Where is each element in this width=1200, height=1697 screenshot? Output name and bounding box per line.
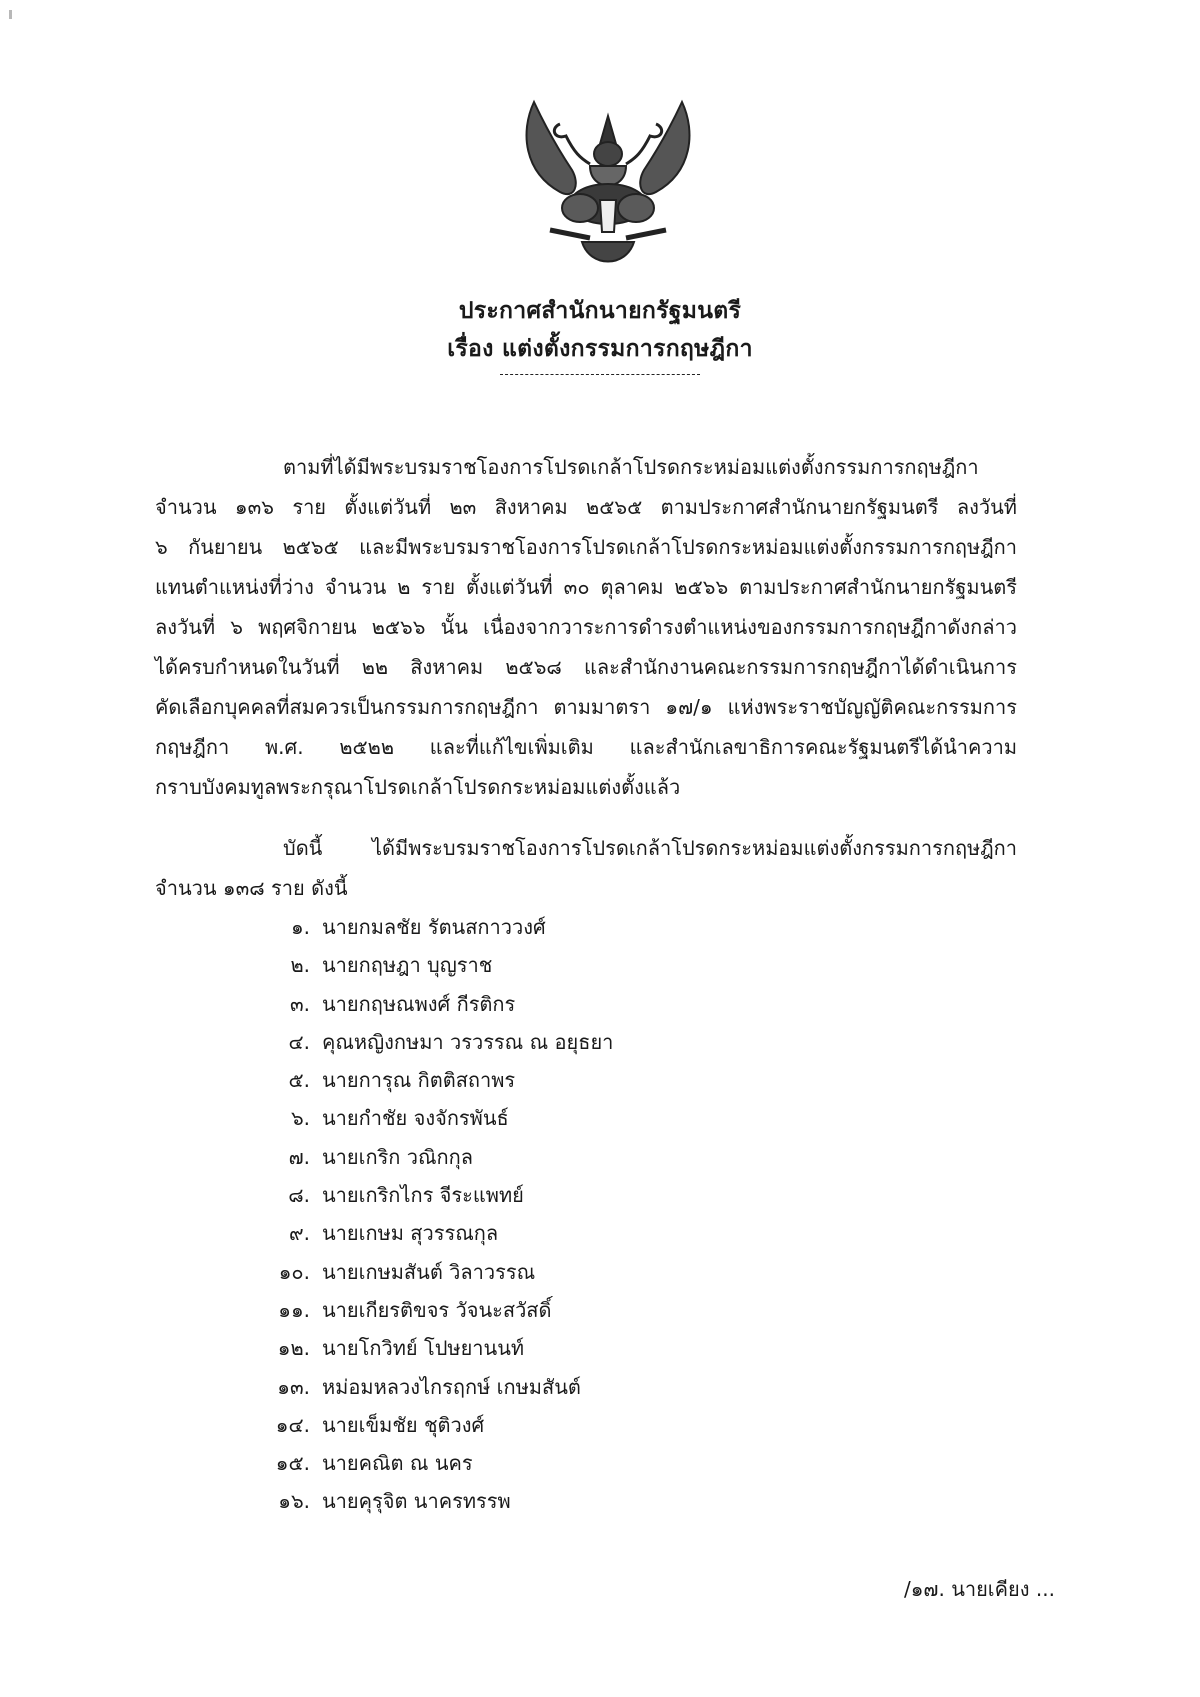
appointee-name: นายคณิต ณ นคร — [322, 1451, 473, 1476]
paragraph-line: ได้ครบกำหนดในวันที่ ๒๒ สิงหาคม ๒๕๖๘ และสำนักงานคณะกรรมการกฤษฎีกาได้ดำเนินการ — [155, 655, 1017, 679]
paragraph-line: คัดเลือกบุคคลที่สมควรเป็นกรรมการกฤษฎีกา ตามมาตรา ๑๗/๑ แห่งพระราชบัญญัติคณะกรรมการ — [155, 695, 1017, 719]
list-item — [260, 1444, 613, 1482]
page-continuation-marker: /๑๗. นายเคียง ... — [904, 1577, 1055, 1601]
list-number: ๑๔. — [275, 1412, 310, 1437]
paragraph-line: แทนตำแหน่งที่ว่าง จำนวน ๒ ราย ตั้งแต่วันที่ ๓๐ ตุลาคม ๒๕๖๖ ตามประกาศสำนักนายกรัฐมนตรี — [155, 575, 1017, 599]
list-item — [260, 1291, 613, 1329]
list-number: ๑๕. — [275, 1451, 310, 1476]
list-number: ๑๖. — [278, 1489, 310, 1514]
appointee-name: นายกฤษฎา บุญราช — [322, 953, 493, 978]
appointee-name: นายเข็มชัย ชุติวงศ์ — [322, 1412, 485, 1437]
appointee-name: คุณหญิงกษมา วรวรรณ ณ อยุธยา — [322, 1029, 614, 1054]
list-item — [260, 1023, 613, 1061]
list-item — [260, 946, 613, 984]
subject-line: เรื่อง แต่งตั้งกรรมการกฤษฎีกา — [447, 336, 753, 362]
list-number: ๑๐. — [278, 1259, 310, 1284]
appointee-name: นายการุณ กิตติสถาพร — [322, 1068, 516, 1093]
paragraph-line: จำนวน ๑๓๘ ราย ดังนี้ — [155, 876, 348, 900]
appointee-name: นายเกริก วณิกกุล — [322, 1144, 474, 1169]
paragraph-line: ๖ กันยายน ๒๕๖๕ และมีพระบรมราชโองการโปรดเกล้าโปรดกระหม่อมแต่งตั้งกรรมการกฤษฎีกา — [155, 535, 1017, 559]
list-item — [260, 908, 613, 946]
list-number: ๗. — [288, 1144, 310, 1169]
appointee-list — [260, 908, 613, 1521]
appointee-name: นายเกริกไกร จีระแพทย์ — [322, 1183, 524, 1208]
list-number: ๑๓. — [277, 1374, 310, 1399]
list-item — [260, 1138, 613, 1176]
paragraph-line: บัดนี้ ได้มีพระบรมราชโองการโปรดเกล้าโปรดกระหม่อมแต่งตั้งกรรมการกฤษฎีกา — [283, 836, 1017, 860]
list-number: ๘. — [288, 1183, 310, 1208]
list-number: ๑. — [290, 915, 310, 939]
list-number: ๕. — [288, 1068, 310, 1093]
announcement-header — [0, 292, 1200, 375]
paragraph-line: ตามที่ได้มีพระบรมราชโองการโปรดเกล้าโปรดกระหม่อมแต่งตั้งกรรมการกฤษฎีกา — [283, 455, 979, 479]
list-number: ๓. — [289, 991, 310, 1016]
scan-speck — [9, 10, 12, 19]
appointee-name: นายกฤษณพงศ์ กีรติกร — [322, 991, 516, 1016]
appointee-name: หม่อมหลวงไกรฤกษ์ เกษมสันต์ — [322, 1374, 581, 1399]
appointee-name: นายกำชัย จงจักรพันธ์ — [322, 1106, 509, 1131]
list-item — [260, 1253, 613, 1291]
list-item — [260, 1099, 613, 1137]
appointee-name: นายเกียรติขจร วัจนะสวัสดิ์ — [322, 1297, 552, 1322]
list-item — [260, 1406, 613, 1444]
list-number: ๒. — [290, 953, 310, 978]
paragraph-line: กฤษฎีกา พ.ศ. ๒๕๒๒ และที่แก้ไขเพิ่มเติม และสำนักเลขาธิการคณะรัฐมนตรีได้นำความ — [155, 735, 1017, 759]
paragraph-line: กราบบังคมทูลพระกรุณาโปรดเกล้าโปรดกระหม่อมแต่งตั้งแล้ว — [155, 775, 681, 799]
garuda-emblem-icon — [520, 92, 696, 270]
list-item — [260, 1329, 613, 1367]
appointee-name: นายเกษม สุวรรณกุล — [322, 1221, 499, 1246]
list-item — [260, 1061, 613, 1099]
list-number: ๙. — [288, 1221, 310, 1246]
list-number: ๑๑. — [278, 1297, 310, 1322]
paragraph-line: จำนวน ๑๓๖ ราย ตั้งแต่วันที่ ๒๓ สิงหาคม ๒๕๖๕ ตามประกาศสำนักนายกรัฐมนตรี ลงวันที่ — [155, 495, 1017, 519]
list-item — [260, 1176, 613, 1214]
list-item — [260, 1482, 613, 1520]
list-item — [260, 1214, 613, 1252]
preamble-paragraph — [155, 447, 1017, 807]
appointment-paragraph — [155, 828, 1017, 908]
list-item — [260, 1368, 613, 1406]
page-title: ประกาศสำนักนายกรัฐมนตรี — [458, 298, 742, 324]
title-divider — [500, 374, 700, 375]
appointee-name: นายกมลชัย รัตนสกาววงศ์ — [322, 915, 546, 939]
list-number: ๔. — [288, 1029, 310, 1054]
list-item — [260, 985, 613, 1023]
list-number: ๑๒. — [277, 1336, 310, 1361]
appointee-name: นายเกษมสันต์ วิลาวรรณ — [322, 1259, 536, 1284]
appointee-name: นายโกวิทย์ โปษยานนท์ — [322, 1336, 525, 1361]
list-number: ๖. — [290, 1106, 310, 1131]
paragraph-line: ลงวันที่ ๖ พฤศจิกายน ๒๕๖๖ นั้น เนื่องจากวาระการดำรงตำแหน่งของกรรมการกฤษฎีกาดังกล่าว — [155, 615, 1017, 639]
appointee-name: นายคุรุจิต นาครทรรพ — [322, 1489, 511, 1514]
